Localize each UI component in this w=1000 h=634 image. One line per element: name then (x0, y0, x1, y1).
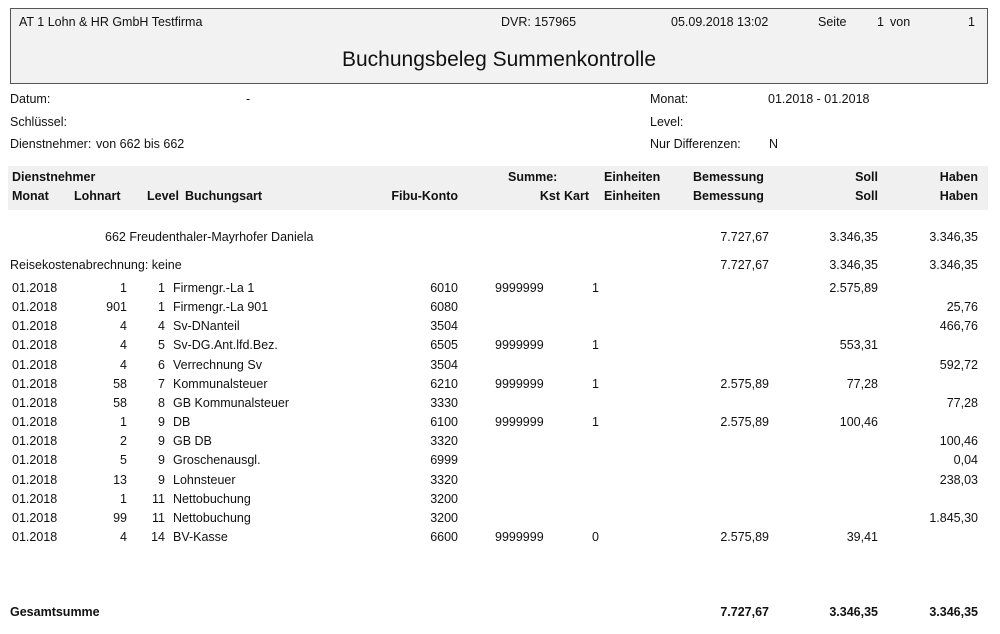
cell-level: 9 (158, 415, 165, 430)
total-label: Gesamtsumme (10, 605, 100, 619)
cell-haben: 592,72 (939, 357, 978, 372)
cell-level: 11 (152, 491, 165, 506)
cell-level: 8 (158, 395, 165, 410)
cell-kst: 9999999 (495, 415, 544, 430)
cell-buchungsart: GB Kommunalsteuer (173, 395, 290, 410)
table-row (0, 358, 1000, 376)
col-soll-2: Soll (855, 189, 878, 203)
cell-kart: 1 (592, 376, 599, 391)
cell-monat: 01.2018 (12, 281, 58, 295)
cell-lohnart: 901 (106, 300, 127, 315)
cell-level: 14 (151, 529, 165, 544)
cell-kart: 1 (592, 338, 599, 353)
cell-buchungsart: GB DB (173, 434, 212, 449)
table-row (0, 434, 1000, 452)
reise-bemessung: 7.727,67 (720, 258, 769, 272)
col-kst: Kst (539, 189, 560, 203)
total-bemessung: 7.727,67 (720, 605, 769, 619)
cell-haben: 466,76 (939, 319, 978, 334)
cell-level: 6 (158, 357, 165, 372)
cell-haben: 0,04 (953, 453, 978, 468)
col-summe: Summe: (508, 170, 558, 184)
cell-fibu: 3504 (430, 319, 458, 334)
cell-monat: 01.2018 (12, 510, 58, 525)
reise-row (0, 258, 1000, 276)
cell-buchungsart: Nettobuchung (173, 510, 251, 525)
table-row (0, 396, 1000, 414)
cell-buchungsart: Firmengr.-La 901 (173, 300, 269, 315)
employee-row (0, 230, 1000, 248)
cell-fibu: 6600 (430, 529, 458, 544)
cell-bemessung: 2.575,89 (720, 415, 769, 430)
reise-haben: 3.346,35 (929, 258, 978, 272)
cell-kart: 1 (592, 281, 599, 295)
cell-soll: 553,31 (839, 338, 878, 353)
cell-fibu: 6505 (430, 338, 458, 353)
cell-monat: 01.2018 (12, 472, 58, 487)
col-einheiten: Einheiten (604, 170, 661, 184)
cell-fibu: 3320 (430, 472, 458, 487)
cell-fibu: 6010 (430, 281, 458, 295)
nurdiff-value: N (769, 137, 779, 151)
cell-bemessung: 2.575,89 (720, 376, 769, 391)
cell-level: 7 (158, 376, 165, 391)
cell-bemessung: 2.575,89 (720, 529, 769, 544)
cell-soll: 39,41 (846, 529, 878, 544)
cell-level: 11 (152, 510, 165, 525)
table-row (0, 319, 1000, 337)
cell-fibu: 3330 (430, 395, 458, 410)
cell-level: 9 (158, 472, 165, 487)
cell-fibu: 3200 (430, 491, 458, 506)
cell-lohnart: 4 (120, 319, 127, 334)
cell-lohnart: 99 (113, 510, 127, 525)
cell-fibu: 6100 (430, 415, 458, 430)
cell-kst: 9999999 (495, 281, 544, 295)
col-monat: Monat (12, 189, 49, 203)
col-fibukonto: Fibu-Konto (391, 189, 458, 203)
col-soll: Soll (855, 170, 878, 184)
cell-lohnart: 1 (120, 491, 127, 506)
table-row (0, 338, 1000, 356)
monat-label: Monat: (650, 92, 689, 106)
cell-lohnart: 2 (120, 434, 127, 449)
cell-kst: 9999999 (495, 338, 544, 353)
col-lohnart: Lohnart (74, 189, 121, 203)
table-row (0, 530, 1000, 548)
cell-monat: 01.2018 (12, 319, 58, 334)
table-row (0, 415, 1000, 433)
col-kart: Kart (564, 189, 590, 203)
cell-lohnart: 13 (113, 472, 127, 487)
cell-level: 9 (158, 434, 165, 449)
page-number: 1 (877, 15, 884, 29)
employee-haben: 3.346,35 (929, 230, 978, 244)
cell-fibu: 6210 (430, 376, 458, 391)
cell-haben: 77,28 (946, 395, 978, 410)
employee-soll: 3.346,35 (829, 230, 878, 244)
table-row (0, 281, 1000, 299)
dienstnehmer-value: von 662 bis 662 (96, 137, 185, 151)
cell-lohnart: 4 (120, 529, 127, 544)
schluessel-label: Schlüssel: (10, 115, 67, 129)
cell-buchungsart: Nettobuchung (173, 491, 251, 506)
cell-monat: 01.2018 (12, 415, 58, 430)
cell-fibu: 6999 (430, 453, 458, 468)
cell-lohnart: 4 (120, 338, 127, 353)
cell-lohnart: 1 (120, 281, 127, 295)
cell-kst: 9999999 (495, 376, 544, 391)
company-name: AT 1 Lohn & HR GmbH Testfirma (19, 15, 203, 29)
page-label: Seite (818, 15, 847, 29)
page-title: Buchungsbeleg Summenkontrolle (341, 48, 657, 71)
cell-fibu: 3504 (430, 357, 458, 372)
report-header (10, 8, 988, 84)
cell-buchungsart: Firmengr.-La 1 (173, 281, 255, 295)
reise-soll: 3.346,35 (829, 258, 878, 272)
cell-monat: 01.2018 (12, 338, 58, 353)
table-row (0, 300, 1000, 318)
cell-monat: 01.2018 (12, 300, 58, 315)
cell-fibu: 6080 (430, 300, 458, 315)
col-dienstnehmer: Dienstnehmer (12, 170, 96, 184)
page-of-label: von (890, 15, 911, 29)
employee-bemessung: 7.727,67 (720, 230, 769, 244)
cell-buchungsart: Sv-DNanteil (173, 319, 240, 334)
cell-level: 5 (158, 338, 165, 353)
cell-buchungsart: BV-Kasse (173, 529, 228, 544)
cell-monat: 01.2018 (12, 376, 58, 391)
cell-lohnart: 58 (113, 376, 127, 391)
cell-lohnart: 58 (113, 395, 127, 410)
col-bemessung-2: Bemessung (693, 189, 764, 203)
col-haben: Haben (939, 170, 978, 184)
cell-monat: 01.2018 (12, 395, 58, 410)
cell-monat: 01.2018 (12, 529, 58, 544)
table-row (0, 377, 1000, 395)
cell-level: 1 (158, 281, 165, 295)
col-haben-2: Haben (939, 189, 978, 203)
dvr-number: DVR: 157965 (501, 15, 577, 29)
cell-fibu: 3200 (430, 510, 458, 525)
cell-monat: 01.2018 (12, 357, 58, 372)
table-row (0, 473, 1000, 491)
cell-monat: 01.2018 (12, 491, 58, 506)
cell-kart: 1 (592, 415, 599, 430)
cell-buchungsart: Kommunalsteuer (173, 376, 268, 391)
nurdiff-label: Nur Differenzen: (650, 137, 741, 151)
cell-buchungsart: Sv-DG.Ant.lfd.Bez. (173, 338, 278, 353)
cell-soll: 77,28 (846, 376, 878, 391)
col-bemessung: Bemessung (693, 170, 764, 184)
table-row (0, 453, 1000, 471)
monat-value: 01.2018 - 01.2018 (768, 92, 870, 106)
total-row (0, 605, 1000, 623)
col-buchungsart: Buchungsart (185, 189, 263, 203)
cell-lohnart: 4 (120, 357, 127, 372)
cell-soll: 2.575,89 (829, 281, 878, 295)
cell-buchungsart: Groschenausgl. (173, 453, 261, 468)
table-row (0, 511, 1000, 529)
cell-haben: 1.845,30 (929, 510, 978, 525)
cell-soll: 100,46 (839, 415, 878, 430)
employee-label: 662 Freudenthaler-Mayrhofer Daniela (105, 230, 314, 244)
cell-level: 9 (158, 453, 165, 468)
table-row (0, 492, 1000, 510)
cell-monat: 01.2018 (12, 434, 58, 449)
cell-lohnart: 1 (120, 415, 127, 430)
cell-buchungsart: DB (173, 415, 191, 430)
page-total: 1 (968, 15, 975, 29)
cell-level: 1 (158, 300, 165, 315)
level-label: Level: (650, 115, 684, 129)
cell-kst: 9999999 (495, 529, 544, 544)
print-datetime: 05.09.2018 13:02 (671, 15, 769, 29)
cell-lohnart: 5 (120, 453, 127, 468)
total-soll: 3.346,35 (829, 605, 878, 619)
cell-haben: 100,46 (939, 434, 978, 449)
cell-fibu: 3320 (430, 434, 458, 449)
cell-haben: 25,76 (946, 300, 978, 315)
cell-level: 4 (158, 319, 165, 334)
cell-kart: 0 (592, 529, 599, 544)
reise-label: Reisekostenabrechnung: keine (10, 258, 182, 272)
dienstnehmer-label: Dienstnehmer: (10, 137, 92, 151)
datum-value: - (246, 92, 251, 106)
datum-label: Datum: (10, 92, 51, 106)
cell-monat: 01.2018 (12, 453, 58, 468)
cell-buchungsart: Lohnsteuer (173, 472, 236, 487)
cell-haben: 238,03 (939, 472, 978, 487)
col-level: Level (147, 189, 179, 203)
cell-buchungsart: Verrechnung Sv (173, 357, 262, 372)
total-haben: 3.346,35 (929, 605, 978, 619)
col-einheiten-2: Einheiten (604, 189, 661, 203)
